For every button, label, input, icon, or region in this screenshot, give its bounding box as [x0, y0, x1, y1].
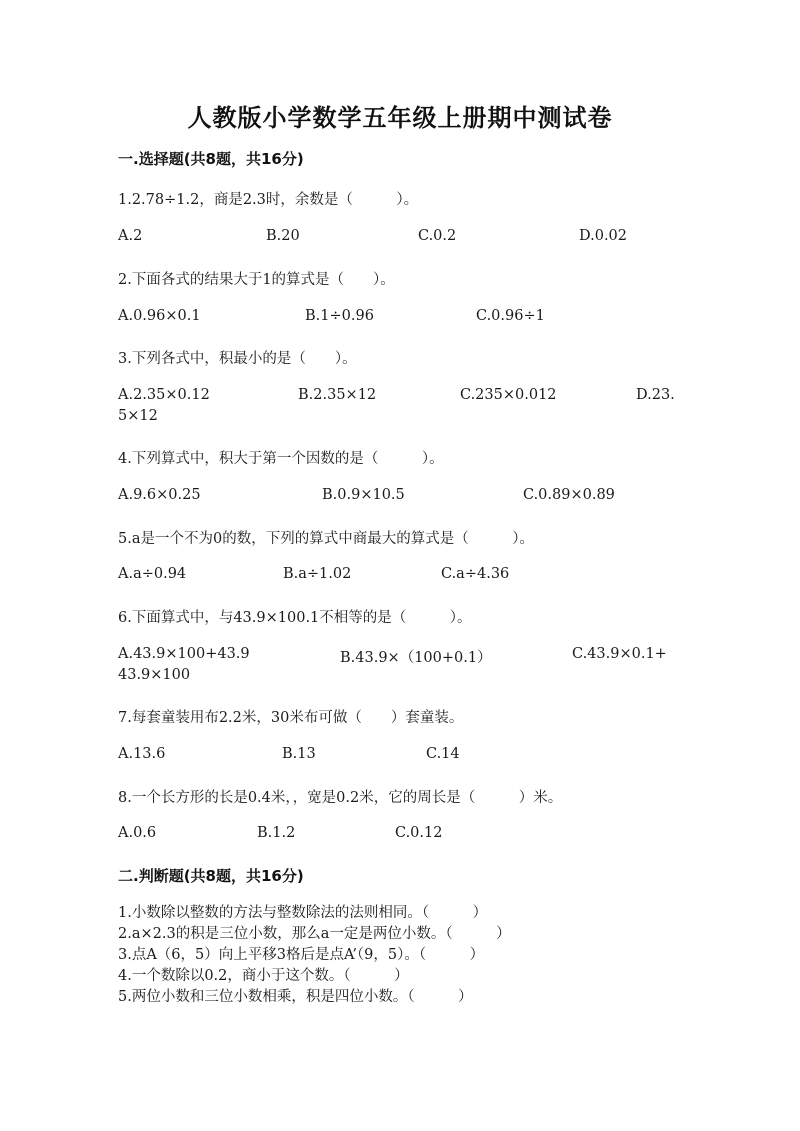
option-b: B.0.9×10.5 — [322, 487, 405, 503]
question-stem: 2.下面各式的结果大于1的算式是（ ）。 — [118, 272, 395, 288]
option-b: B.20 — [266, 228, 300, 244]
option-b: B.2.35×12 — [298, 387, 377, 403]
option-a: A.13.6 — [118, 746, 166, 762]
question-stem: 6.下面算式中，与43.9×100.1不相等的是（ ）。 — [118, 610, 472, 626]
option-d-continued: 5×12 — [118, 408, 158, 424]
option-d: D.0.02 — [579, 228, 628, 244]
judge-item: 1.小数除以整数的方法与整数除法的法则相同。（ ） — [118, 905, 488, 921]
option-c: C.a÷4.36 — [441, 566, 510, 582]
option-c: C.0.2 — [418, 228, 457, 244]
option-b: B.1÷0.96 — [305, 308, 374, 324]
judge-item: 5.两位小数和三位小数相乘，积是四位小数。（ ） — [118, 989, 473, 1005]
option-c: C.235×0.012 — [460, 387, 557, 403]
option-a: A.0.96×0.1 — [118, 308, 201, 324]
section-heading-judge: 二.判断题(共8题，共16分) — [118, 867, 304, 885]
option-c: C.0.96÷1 — [476, 308, 545, 324]
option-b: B.a÷1.02 — [283, 566, 352, 582]
option-c-continued: 43.9×100 — [118, 667, 191, 683]
option-c: C.0.12 — [395, 825, 443, 841]
option-b: B.43.9×（100+0.1） — [340, 650, 492, 666]
question-stem: 5.a是一个不为0的数，下列的算式中商最大的算式是（ ）。 — [118, 531, 534, 547]
option-a: A.a÷0.94 — [118, 566, 187, 582]
judge-item: 4.一个数除以0.2，商小于这个数。（ ） — [118, 968, 409, 984]
question-stem: 1.2.78÷1.2，商是2.3时，余数是（ ）。 — [118, 192, 419, 208]
option-a: A.43.9×100+43.9 — [118, 646, 250, 662]
question-stem: 4.下列算式中，积大于第一个因数的是（ ）。 — [118, 451, 444, 467]
judge-item: 2.a×2.3的积是三位小数，那么a一定是两位小数。（ ） — [118, 926, 511, 942]
option-a: A.0.6 — [118, 825, 157, 841]
option-a: A.2.35×0.12 — [118, 387, 210, 403]
judge-item: 3.点A（6，5）向上平移3格后是点A’（9，5）。（ ） — [118, 947, 485, 963]
page-title: 人教版小学数学五年级上册期中测试卷 — [187, 104, 613, 132]
question-stem: 8.一个长方形的长是0.4米，，宽是0.2米，它的周长是（ ）米。 — [118, 790, 563, 806]
option-c: C.14 — [426, 746, 460, 762]
option-c: C.0.89×0.89 — [523, 487, 615, 503]
section-heading-choice: 一.选择题(共8题，共16分) — [118, 150, 304, 168]
question-stem: 3.下列各式中，积最小的是（ ）。 — [118, 351, 357, 367]
option-b: B.13 — [282, 746, 316, 762]
option-d: D.23. — [636, 387, 675, 403]
option-a: A.2 — [118, 228, 143, 244]
option-a: A.9.6×0.25 — [118, 487, 201, 503]
option-b: B.1.2 — [257, 825, 296, 841]
option-c: C.43.9×0.1+ — [572, 646, 667, 662]
question-stem: 7.每套童装用布2.2米，30米布可做（ ）套童装。 — [118, 710, 464, 726]
